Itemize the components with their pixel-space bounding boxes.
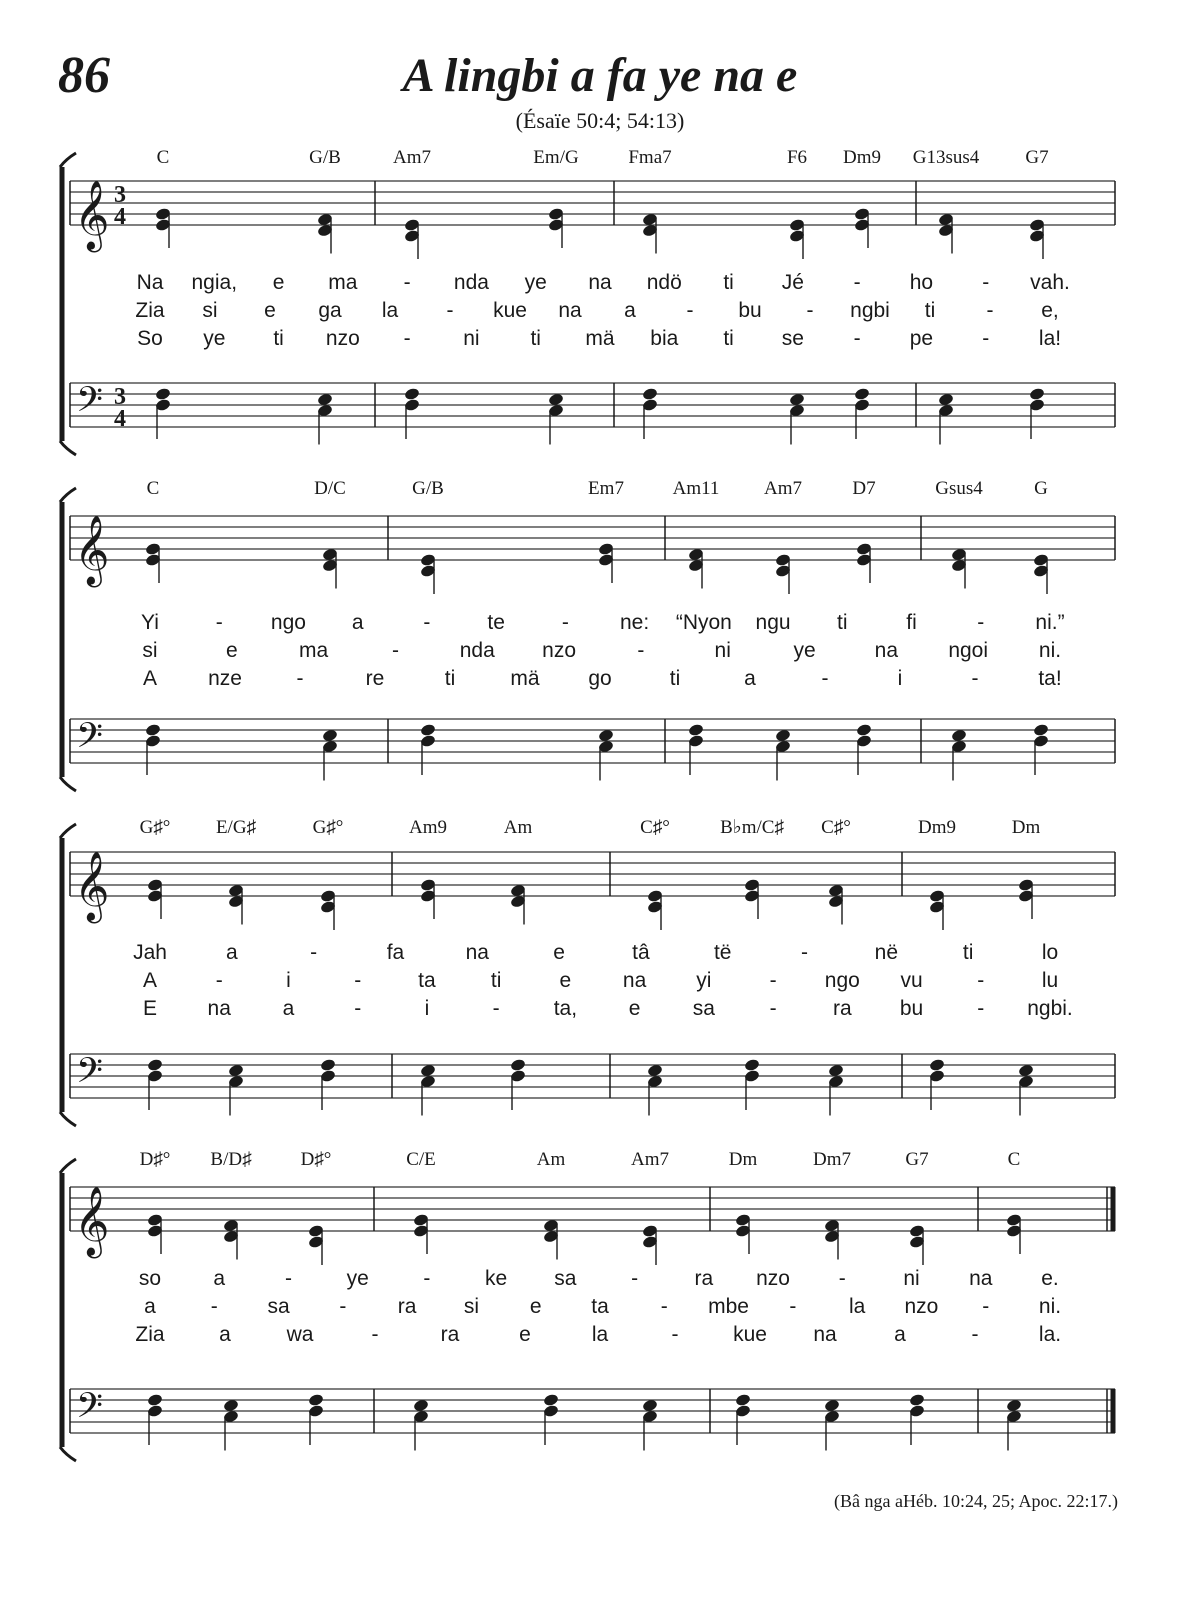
lyric-syllable: e	[553, 941, 565, 964]
lyric-syllable: -	[371, 1323, 379, 1346]
lyric-syllable: e	[628, 997, 641, 1020]
lyric-syllable: Na	[136, 271, 164, 294]
lyric-syllable: ni	[903, 1267, 920, 1290]
lyric-syllable: -	[982, 271, 990, 294]
lyric-syllable: mä	[510, 667, 540, 690]
bass-clef-icon: 𝄢	[76, 715, 104, 764]
lyric-syllable: vah.	[1030, 271, 1070, 294]
lyric-syllable: na	[969, 1267, 993, 1290]
lyric-syllable: -	[561, 611, 569, 634]
lyric-syllable: nda	[459, 639, 495, 662]
lyric-syllable: -	[982, 1295, 990, 1318]
lyric-syllable: ti	[962, 941, 974, 964]
lyric-syllable: ho	[909, 271, 934, 294]
lyric-syllable: -	[660, 1295, 668, 1318]
bass-clef-icon: 𝄢	[76, 379, 104, 428]
time-signature-bottom: 4	[114, 204, 126, 230]
lyric-syllable: So	[137, 327, 163, 350]
lyric-syllable: -	[354, 969, 362, 992]
lyric-syllable: i	[286, 969, 291, 992]
lyric-syllable: ga	[318, 299, 342, 322]
lyric-syllable: a	[213, 1267, 226, 1290]
chord-symbol: Em/G	[533, 147, 579, 168]
lyric-syllable: -	[671, 1323, 679, 1346]
lyric-syllable: ke	[485, 1267, 508, 1290]
lyric-syllable: na	[874, 639, 899, 662]
treble-clef-icon: 𝄞	[74, 1186, 110, 1256]
treble-clef-icon: 𝄞	[74, 515, 110, 585]
lyric-syllable: ti	[444, 667, 456, 690]
lyric-syllable: a	[219, 1323, 231, 1346]
lyric-syllable: kue	[733, 1323, 767, 1346]
lyric-syllable: -	[977, 611, 985, 634]
chord-symbol: D/C	[314, 478, 346, 499]
lyric-syllable: të	[713, 941, 732, 964]
bracket-hook-top	[60, 1159, 76, 1173]
treble-clef-icon: 𝄞	[74, 851, 110, 921]
lyric-syllable: nze	[208, 667, 242, 690]
lyric-syllable: -	[769, 969, 777, 992]
bass-note-head	[308, 1393, 325, 1407]
lyric-syllable: nzo	[325, 327, 360, 350]
lyric-syllable: re	[365, 667, 385, 690]
lyric-syllable: -	[296, 667, 304, 690]
lyric-syllable: -	[403, 327, 411, 350]
bass-note-head	[147, 1393, 164, 1407]
lyric-syllable: ni.”	[1035, 611, 1065, 634]
chord-symbol: Am9	[409, 817, 447, 838]
chord-symbol: G♯°	[312, 817, 344, 838]
lyric-syllable: ti	[837, 611, 848, 634]
bass-note-head	[735, 1393, 752, 1407]
chord-symbol: Am	[536, 1149, 566, 1170]
lyric-syllable: ngo	[824, 969, 860, 992]
lyric-syllable: -	[971, 1323, 979, 1346]
chord-symbol: B♭m/C♯	[720, 817, 784, 838]
chord-symbol: C	[146, 478, 160, 499]
lyric-syllable: ra	[832, 997, 852, 1020]
chord-symbol: G7	[905, 1149, 929, 1170]
hymn-number: 86	[58, 47, 110, 104]
lyric-syllable: ta!	[1038, 667, 1062, 690]
lyric-syllable: -	[853, 271, 861, 294]
lyric-syllable: bu	[738, 299, 762, 322]
lyric-syllable: -	[838, 1267, 846, 1290]
lyric-syllable: ni.	[1038, 1295, 1062, 1318]
lyric-syllable: -	[423, 611, 431, 634]
chord-symbol: Am7	[764, 478, 802, 499]
lyric-syllable: ti	[723, 271, 734, 294]
lyric-syllable: nzo	[542, 639, 577, 662]
chord-symbol: C/E	[406, 1149, 436, 1170]
lyric-syllable: ma	[328, 271, 358, 294]
lyric-syllable: bia	[650, 327, 679, 350]
bass-note-head	[909, 1393, 926, 1407]
chord-symbol: D7	[852, 478, 876, 499]
lyric-syllable: na	[465, 941, 489, 964]
lyric-syllable: -	[403, 271, 411, 294]
lyric-syllable: ni	[714, 639, 731, 662]
chord-symbol: C♯°	[640, 817, 670, 838]
chord-symbol: Am	[503, 817, 533, 838]
lyric-syllable: -	[310, 941, 318, 964]
lyric-syllable: si	[463, 1295, 480, 1318]
lyric-syllable: wa	[286, 1323, 314, 1346]
lyric-syllable: sa	[692, 997, 715, 1020]
lyric-syllable: ti	[924, 299, 936, 322]
lyric-syllable: nda	[453, 271, 489, 294]
lyric-syllable: e	[264, 299, 276, 322]
lyric-syllable: -	[977, 997, 985, 1020]
lyric-syllable: la	[848, 1295, 866, 1318]
lyric-syllable: mbe	[708, 1295, 749, 1318]
lyric-syllable: -	[806, 299, 814, 322]
lyric-syllable: A	[142, 969, 158, 992]
lyric-syllable: ra	[397, 1295, 417, 1318]
lyric-syllable: -	[354, 997, 362, 1020]
lyric-syllable: -	[391, 639, 399, 662]
lyric-syllable: ra	[440, 1323, 460, 1346]
lyric-syllable: -	[801, 941, 809, 964]
lyric-syllable: lu	[1041, 969, 1059, 992]
chord-symbol: Dm	[1011, 817, 1041, 838]
lyric-syllable: na	[622, 969, 647, 992]
lyric-syllable: a	[744, 667, 756, 690]
lyric-syllable: a	[144, 1295, 156, 1318]
lyric-syllable: e	[225, 639, 238, 662]
lyric-syllable: si	[142, 639, 158, 662]
lyric-syllable: nzo	[904, 1295, 939, 1318]
lyric-syllable: Zia	[135, 1323, 165, 1346]
lyric-syllable: na	[813, 1323, 837, 1346]
chord-symbol: Dm9	[918, 817, 956, 838]
bracket-hook-bottom	[60, 1447, 76, 1461]
lyric-syllable: pe	[909, 327, 934, 350]
lyric-syllable: kue	[493, 299, 527, 322]
chord-symbol: G	[1034, 478, 1048, 499]
lyric-syllable: e,	[1041, 299, 1059, 322]
lyric-syllable: so	[138, 1267, 162, 1290]
lyric-syllable: e	[529, 1295, 542, 1318]
lyric-syllable: e	[519, 1323, 531, 1346]
lyric-syllable: i	[897, 667, 903, 690]
chord-symbol: G♯°	[139, 817, 171, 838]
lyric-syllable: e	[559, 969, 572, 992]
chord-symbol: C	[1007, 1149, 1021, 1170]
lyric-syllable: -	[853, 327, 861, 350]
chord-symbol: G/B	[309, 147, 341, 168]
lyric-syllable: ma	[299, 639, 329, 662]
lyric-syllable: i	[424, 997, 430, 1020]
chord-symbol: B/D♯	[210, 1149, 252, 1170]
time-signature-top: 3	[114, 182, 126, 208]
lyric-syllable: lo	[1041, 941, 1059, 964]
lyric-syllable: ye	[793, 639, 816, 662]
lyric-syllable: vu	[900, 969, 923, 992]
lyric-syllable: na	[588, 271, 612, 294]
chord-symbol: Dm7	[813, 1149, 851, 1170]
lyric-syllable: -	[210, 1295, 218, 1318]
lyric-syllable: -	[821, 667, 829, 690]
bass-note-head	[543, 1393, 560, 1407]
time-signature-top: 3	[114, 384, 126, 410]
lyric-syllable: ta,	[553, 997, 578, 1020]
lyric-syllable: ngbi	[850, 299, 890, 322]
lyric-syllable: ye	[203, 327, 226, 350]
lyric-syllable: -	[492, 997, 500, 1020]
lyric-syllable: la.	[1038, 1323, 1062, 1346]
chord-symbol: G/B	[412, 478, 444, 499]
chord-symbol: D♯°	[139, 1149, 171, 1170]
lyric-syllable: ra	[694, 1267, 714, 1290]
lyric-syllable: “Nyon	[675, 611, 732, 634]
lyric-syllable: Jah	[133, 941, 167, 964]
lyric-syllable: në	[874, 941, 899, 964]
bass-clef-icon: 𝄢	[76, 1050, 104, 1099]
lyric-syllable: tâ	[632, 941, 650, 964]
lyric-syllable: a	[624, 299, 636, 322]
lyric-syllable: ngoi	[948, 639, 989, 662]
lyric-syllable: -	[631, 1267, 639, 1290]
lyric-syllable: e.	[1041, 1267, 1059, 1290]
lyric-syllable: na	[558, 299, 582, 322]
chord-symbol: C	[156, 147, 170, 168]
lyric-syllable: Zia	[135, 299, 165, 322]
lyric-syllable: Jé	[781, 271, 804, 294]
lyric-syllable: E	[142, 997, 158, 1020]
lyric-syllable: -	[637, 639, 645, 662]
lyric-syllable: la	[381, 299, 399, 322]
lyric-syllable: -	[982, 327, 990, 350]
scripture-reference: (Ésaïe 50:4; 54:13)	[515, 108, 685, 133]
lyric-syllable: fi	[906, 611, 917, 634]
bass-clef-icon: 𝄢	[76, 1385, 104, 1434]
chord-symbol: D♯°	[300, 1149, 332, 1170]
lyric-syllable: mä	[585, 327, 615, 350]
chord-symbol: G13sus4	[912, 147, 980, 168]
time-signature-bottom: 4	[114, 406, 126, 432]
lyric-syllable: ni	[463, 327, 480, 350]
lyric-syllable: ngo	[270, 611, 306, 634]
lyric-syllable: ta	[591, 1295, 609, 1318]
lyric-syllable: sa	[267, 1295, 290, 1318]
lyric-syllable: -	[789, 1295, 797, 1318]
lyric-syllable: -	[977, 969, 985, 992]
lyric-syllable: sa	[554, 1267, 577, 1290]
chord-symbol: Gsus4	[935, 478, 983, 499]
chord-symbol: Em7	[588, 478, 624, 499]
hymn-title: A lingbi a fa ye na e	[402, 49, 798, 102]
lyric-syllable: la	[591, 1323, 609, 1346]
treble-clef-icon: 𝄞	[74, 180, 110, 250]
lyric-syllable: se	[781, 327, 804, 350]
lyric-syllable: ti	[273, 327, 284, 350]
lyric-syllable: ti	[530, 327, 541, 350]
lyric-syllable: -	[769, 997, 777, 1020]
lyric-syllable: Yi	[141, 611, 159, 634]
lyric-syllable: a	[225, 941, 238, 964]
chord-symbol: C♯°	[821, 817, 851, 838]
lyric-syllable: ne:	[620, 611, 650, 634]
chord-symbol: Am11	[672, 478, 720, 499]
lyric-syllable: te	[487, 611, 505, 634]
lyric-syllable: ndö	[646, 271, 682, 294]
lyric-syllable: la!	[1038, 327, 1062, 350]
chord-symbol: E/G♯	[215, 817, 257, 838]
lyric-syllable: ye	[346, 1267, 369, 1290]
lyric-syllable: ti	[490, 969, 502, 992]
chord-symbol: G7	[1025, 147, 1049, 168]
chord-symbol: Dm9	[843, 147, 881, 168]
lyric-syllable: a	[894, 1323, 906, 1346]
lyric-syllable: -	[284, 1267, 292, 1290]
lyric-syllable: ti	[669, 667, 681, 690]
lyric-syllable: ta	[418, 969, 436, 992]
lyric-syllable: -	[215, 611, 223, 634]
lyric-syllable: -	[423, 1267, 431, 1290]
lyric-syllable: ngbi.	[1027, 997, 1073, 1020]
lyric-syllable: -	[971, 667, 979, 690]
chord-symbol: F6	[786, 147, 808, 168]
lyric-syllable: ye	[524, 271, 547, 294]
lyric-syllable: na	[207, 997, 231, 1020]
lyric-syllable: si	[202, 299, 218, 322]
chord-symbol: Dm	[728, 1149, 758, 1170]
lyric-syllable: -	[215, 969, 223, 992]
chord-symbol: Am7	[393, 147, 431, 168]
footer-reference: (Bâ nga aHéb. 10:24, 25; Apoc. 22:17.)	[834, 1491, 1118, 1511]
lyric-syllable: yi	[696, 969, 712, 992]
lyric-syllable: go	[588, 667, 612, 690]
lyric-syllable: -	[986, 299, 994, 322]
lyric-syllable: ngia,	[191, 271, 238, 294]
lyric-syllable: e	[272, 271, 285, 294]
lyric-syllable: ngu	[755, 611, 791, 634]
lyric-syllable: bu	[899, 997, 924, 1020]
chord-symbol: Am7	[631, 1149, 669, 1170]
lyric-syllable: a	[282, 997, 295, 1020]
lyric-syllable: -	[446, 299, 454, 322]
lyric-syllable: ni.	[1038, 639, 1062, 662]
lyric-syllable: -	[339, 1295, 347, 1318]
lyric-syllable: nzo	[756, 1267, 790, 1290]
lyric-syllable: A	[142, 667, 158, 690]
lyric-syllable: ti	[723, 327, 734, 350]
lyric-syllable: fa	[386, 941, 405, 964]
lyric-syllable: a	[351, 611, 364, 634]
lyric-syllable: -	[686, 299, 694, 322]
chord-symbol: Fma7	[628, 147, 672, 168]
